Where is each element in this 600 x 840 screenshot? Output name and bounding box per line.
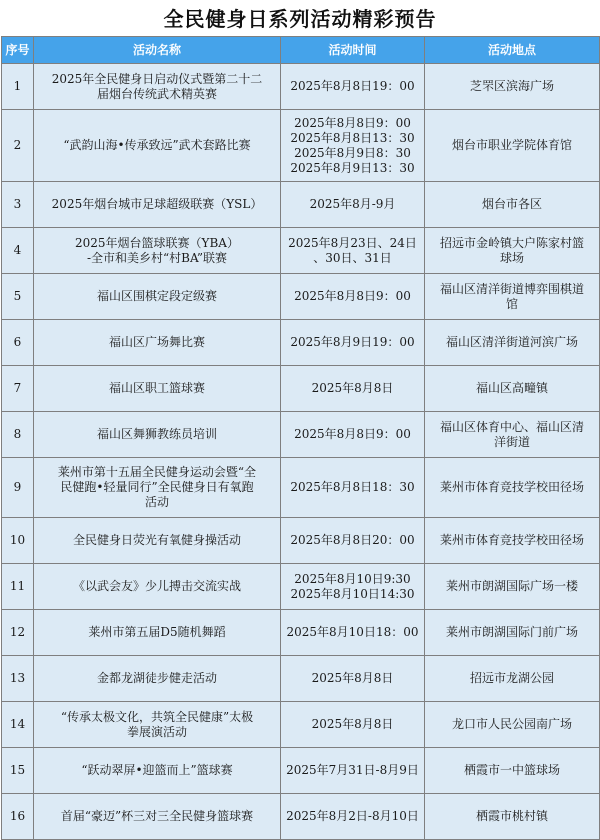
event-name-cell — [34, 228, 281, 274]
event-place-line: 招远市龙湖公园 — [469, 671, 554, 685]
event-place-line: 烟台市各区 — [481, 197, 542, 211]
row-number: 6 — [2, 320, 34, 366]
event-time-line: 2025年8月-9月 — [309, 197, 396, 211]
event-place-line: 馆 — [505, 296, 518, 311]
event-place-line: 洋街道 — [493, 434, 530, 449]
event-time-line: 2025年8月8日 — [311, 381, 394, 395]
event-place-cell — [425, 110, 600, 182]
event-time-cell — [281, 702, 425, 748]
row-number: 2 — [2, 110, 34, 182]
table-row — [2, 610, 600, 656]
event-time-line: 2025年8月9日8：30 — [294, 145, 411, 160]
table-row — [2, 748, 600, 794]
event-place-line: 莱州市朗湖国际门前广场 — [445, 625, 578, 639]
event-name-line: “跃动翠屏•迎篮而上”篮球赛 — [81, 763, 233, 777]
event-place-line: 招远市金岭镇大户陈家村篮 — [439, 235, 584, 250]
event-name-line: 活动 — [144, 495, 169, 509]
event-time-cell — [281, 320, 425, 366]
event-place-cell — [425, 564, 600, 610]
event-place-cell — [425, 702, 600, 748]
event-name-line: 莱州市第五届D5随机舞蹈 — [88, 625, 226, 639]
event-place-line: 芝罘区滨海广场 — [469, 79, 554, 93]
event-name-line: “传承太极文化，共筑全民健康”太极 — [60, 709, 254, 724]
column-header-time: 活动时间 — [281, 37, 425, 64]
event-name-cell — [34, 64, 281, 110]
event-time-line: 、30日、31日 — [313, 250, 392, 265]
event-time-cell — [281, 610, 425, 656]
event-place-line: 福山区体育中心、福山区清 — [439, 419, 584, 434]
event-name-line: “武韵山海•传承致远”武术套路比赛 — [63, 138, 251, 152]
event-name-line: 金都龙湖徒步健走活动 — [96, 671, 217, 685]
event-time-line: 2025年8月2日-8月10日 — [286, 809, 419, 823]
table-row — [2, 182, 600, 228]
row-number: 9 — [2, 458, 34, 518]
event-place-cell — [425, 228, 600, 274]
event-time-line: 2025年8月9日19：00 — [290, 335, 415, 349]
event-name-cell — [34, 564, 281, 610]
event-place-cell — [425, 64, 600, 110]
event-name-cell — [34, 656, 281, 702]
event-name-cell — [34, 702, 281, 748]
table-row — [2, 564, 600, 610]
event-name-line: 福山区舞狮教练员培训 — [96, 427, 217, 441]
event-place-cell — [425, 518, 600, 564]
event-place-cell — [425, 610, 600, 656]
row-number: 11 — [2, 564, 34, 610]
table-row — [2, 518, 600, 564]
event-time-line: 2025年8月8日 — [311, 671, 394, 685]
event-name-cell — [34, 458, 281, 518]
event-name-cell — [34, 610, 281, 656]
table-body — [2, 64, 600, 840]
column-header-place: 活动地点 — [425, 37, 600, 64]
event-name-line: 《以武会友》少儿搏击交流实战 — [72, 579, 241, 593]
event-place-line: 莱州市朗湖国际广场一楼 — [445, 579, 578, 593]
event-time-cell — [281, 794, 425, 840]
event-name-line: 民健跑•轻量同行”全民健身日有氧跑 — [60, 480, 254, 494]
event-place-line: 福山区清洋街道河滨广场 — [445, 335, 578, 349]
event-name-cell — [34, 182, 281, 228]
row-number: 16 — [2, 794, 34, 840]
event-place-cell — [425, 412, 600, 458]
event-time-line: 2025年8月23日、24日 — [288, 235, 417, 250]
event-time-line: 2025年8月8日 — [311, 717, 394, 731]
event-name-line: 福山区广场舞比赛 — [108, 335, 205, 349]
event-name-line: 福山区围棋定段定级赛 — [96, 289, 217, 303]
event-time-line: 2025年8月8日18：30 — [290, 480, 415, 494]
event-place-line: 烟台市职业学院体育馆 — [451, 138, 572, 152]
table-row — [2, 64, 600, 110]
column-header-number: 序号 — [2, 37, 34, 64]
row-number: 1 — [2, 64, 34, 110]
table-row — [2, 274, 600, 320]
event-time-cell — [281, 228, 425, 274]
event-name-cell — [34, 366, 281, 412]
row-number: 7 — [2, 366, 34, 412]
event-place-line: 栖霞市一中篮球场 — [463, 763, 560, 777]
event-place-cell — [425, 458, 600, 518]
table-row — [2, 228, 600, 274]
event-place-cell — [425, 794, 600, 840]
event-name-line: -全市和美乡村“村BA”联赛 — [86, 250, 228, 265]
table-row — [2, 412, 600, 458]
event-time-line: 2025年8月8日9：00 — [294, 427, 411, 441]
table-row — [2, 702, 600, 748]
event-time-line: 2025年8月10日14:30 — [290, 586, 415, 601]
event-place-cell — [425, 656, 600, 702]
event-place-line: 福山区清洋街道博弈围棋道 — [439, 281, 584, 296]
event-time-cell — [281, 274, 425, 320]
event-time-cell — [281, 412, 425, 458]
row-number: 14 — [2, 702, 34, 748]
table-row — [2, 656, 600, 702]
row-number: 12 — [2, 610, 34, 656]
event-place-line: 莱州市体育竞技学校田径场 — [439, 480, 584, 494]
event-time-cell — [281, 366, 425, 412]
event-time-line: 2025年7月31日-8月9日 — [286, 763, 419, 777]
event-time-line: 2025年8月9日13：30 — [290, 160, 415, 175]
event-time-cell — [281, 656, 425, 702]
event-time-cell — [281, 458, 425, 518]
row-number: 13 — [2, 656, 34, 702]
row-number: 5 — [2, 274, 34, 320]
event-name-line: 全民健身日荧光有氧健身操活动 — [72, 533, 241, 547]
event-place-line: 福山区高疃镇 — [475, 381, 548, 395]
row-number: 8 — [2, 412, 34, 458]
page-title: 全民健身日系列活动精彩预告 — [163, 7, 437, 31]
event-name-cell — [34, 412, 281, 458]
table-row — [2, 110, 600, 182]
event-time-cell — [281, 748, 425, 794]
event-time-line: 2025年8月10日18：00 — [286, 625, 419, 639]
event-time-cell — [281, 182, 425, 228]
event-time-cell — [281, 64, 425, 110]
table-row — [2, 458, 600, 518]
event-time-line: 2025年8月8日9：00 — [294, 115, 411, 130]
event-place-cell — [425, 320, 600, 366]
event-time-cell — [281, 564, 425, 610]
table-row — [2, 320, 600, 366]
event-place-line: 龙口市人民公园南广场 — [451, 717, 572, 731]
event-name-cell — [34, 274, 281, 320]
column-header-name: 活动名称 — [34, 37, 281, 64]
row-number: 15 — [2, 748, 34, 794]
event-name-cell — [34, 320, 281, 366]
event-time-line: 2025年8月8日9：00 — [294, 289, 411, 303]
event-name-line: 届烟台传统武术精英赛 — [96, 86, 217, 101]
event-place-line: 球场 — [499, 250, 524, 265]
event-time-cell — [281, 518, 425, 564]
event-time-line: 2025年8月10日9:30 — [294, 571, 411, 586]
event-name-cell — [34, 748, 281, 794]
event-place-cell — [425, 366, 600, 412]
event-name-line: 2025年烟台篮球联赛（YBA） — [75, 235, 239, 250]
event-name-cell — [34, 110, 281, 182]
row-number: 4 — [2, 228, 34, 274]
event-time-line: 2025年8月8日19：00 — [290, 79, 415, 93]
row-number: 10 — [2, 518, 34, 564]
event-name-line: 莱州市第十五届全民健身运动会暨“全 — [57, 465, 257, 479]
event-time-line: 2025年8月8日20：00 — [290, 533, 415, 547]
table-row — [2, 366, 600, 412]
event-time-line: 2025年8月8日13：30 — [290, 130, 415, 145]
event-time-cell — [281, 110, 425, 182]
event-place-cell — [425, 748, 600, 794]
event-place-line: 莱州市体育竞技学校田径场 — [439, 533, 584, 547]
event-name-line: 2025年烟台城市足球超级联赛（YSL） — [51, 197, 263, 211]
event-name-cell — [34, 518, 281, 564]
event-name-line: 2025年全民健身日启动仪式暨第二十二 — [51, 71, 263, 86]
event-name-cell — [34, 794, 281, 840]
event-name-line: 首届“豪迈”杯三对三全民健身篮球赛 — [60, 809, 254, 823]
events-table — [1, 36, 600, 840]
row-number: 3 — [2, 182, 34, 228]
event-name-line: 福山区职工篮球赛 — [108, 381, 205, 395]
event-place-cell — [425, 274, 600, 320]
event-place-line: 栖霞市桃村镇 — [475, 809, 548, 823]
table-row — [2, 794, 600, 840]
event-place-cell — [425, 182, 600, 228]
table-header-row — [2, 37, 600, 64]
event-name-line: 拳展演活动 — [126, 724, 187, 739]
